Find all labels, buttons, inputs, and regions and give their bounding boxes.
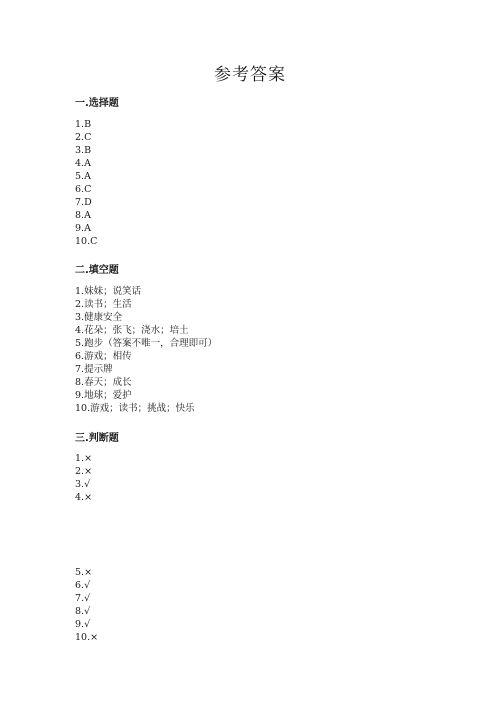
- answer-item: 4.×: [75, 492, 93, 503]
- answer-item: 2.×: [75, 466, 93, 477]
- answer-item: 4.A: [75, 158, 91, 169]
- answer-item: 9.A: [75, 223, 91, 234]
- answer-item: 7.提示牌: [75, 364, 113, 375]
- answer-item: 5.×: [75, 567, 93, 578]
- answer-item: 2.读书；生活: [75, 299, 132, 310]
- answer-item: 8.√: [75, 606, 91, 617]
- answer-item: 10.C: [75, 236, 98, 247]
- answer-item: 9.√: [75, 619, 91, 630]
- answer-item: 7.D: [75, 197, 92, 208]
- section-heading-true-false: 三.判断题: [75, 433, 119, 444]
- answer-item: 1.B: [75, 119, 92, 130]
- page-title: 参考答案: [214, 65, 286, 85]
- answer-item: 8.A: [75, 210, 91, 221]
- section-heading-choice: 一.选择题: [75, 98, 119, 109]
- answer-item: 5.A: [75, 171, 91, 182]
- answer-item: 8.春天；成长: [75, 377, 132, 388]
- answer-item: 2.C: [75, 132, 92, 143]
- answer-item: 3.√: [75, 479, 91, 490]
- answer-item: 1.妹妹；说笑话: [75, 286, 142, 297]
- answer-item: 3.B: [75, 145, 92, 156]
- answer-item: 3.健康安全: [75, 312, 123, 323]
- answer-item: 6.C: [75, 184, 92, 195]
- section-heading-fill-in: 二.填空题: [75, 265, 119, 276]
- answer-item: 6.√: [75, 580, 91, 591]
- answer-item: 1.×: [75, 453, 93, 464]
- answer-item: 7.√: [75, 593, 91, 604]
- answer-item: 6.游戏；相传: [75, 351, 132, 362]
- answer-item: 10.游戏；读书；挑战；快乐: [75, 403, 195, 414]
- answer-item: 9.地球；爱护: [75, 390, 132, 401]
- answer-item: 10.×: [75, 632, 99, 643]
- answer-item: 4.花朵；张飞；浇水；培土: [75, 325, 189, 336]
- answer-item: 5.跑步（答案不唯一，合理即可）: [75, 338, 218, 349]
